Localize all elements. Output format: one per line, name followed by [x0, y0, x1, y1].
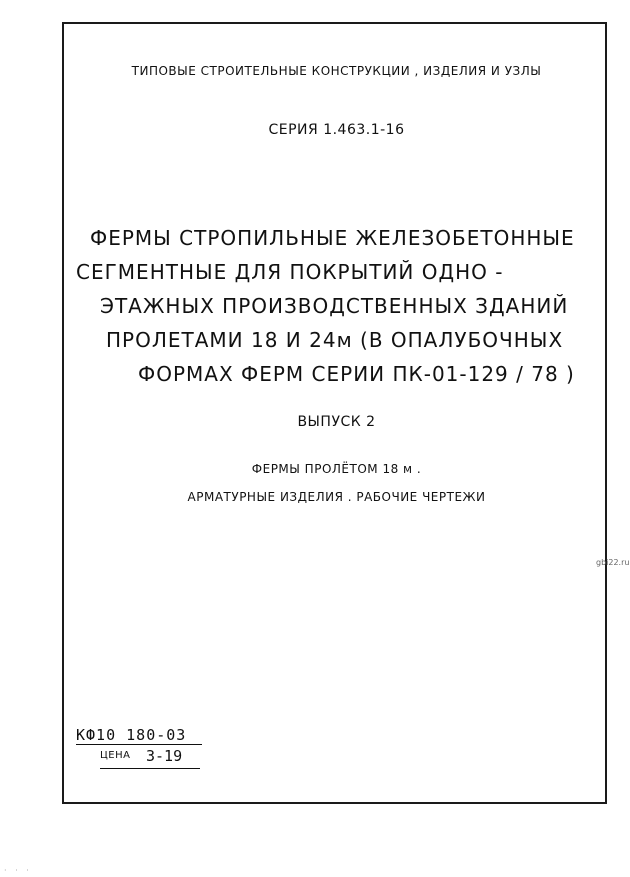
document-code: КФ10 180-03	[76, 726, 187, 744]
code-underline	[76, 744, 202, 745]
document-frame	[62, 22, 607, 804]
title-line-5: ФОРМАХ ФЕРМ СЕРИИ ПК-01-129 / 78 )	[138, 362, 575, 386]
issue-subtitle-2: АРМАТУРНЫЕ ИЗДЕЛИЯ . РАБОЧИЕ ЧЕРТЕЖИ	[187, 490, 486, 504]
watermark: gbi22.ru	[596, 558, 630, 567]
title-line-3: ЭТАЖНЫХ ПРОИЗВОДСТВЕННЫХ ЗДАНИЙ	[100, 294, 569, 318]
issue-label: ВЫПУСК 2	[297, 414, 376, 430]
series-heading: ТИПОВЫЕ СТРОИТЕЛЬНЫЕ КОНСТРУКЦИИ , ИЗДЕЛИЯ И УЗЛЫ	[131, 64, 542, 78]
issue-subtitle-1: ФЕРМЫ ПРОЛЁТОМ 18 м .	[251, 462, 422, 476]
price-underline	[100, 768, 200, 769]
price-value: 3-19	[146, 747, 183, 765]
series-number: СЕРИЯ 1.463.1-16	[268, 122, 405, 138]
price-label: ЦЕНА	[100, 750, 131, 761]
title-line-2: СЕГМЕНТНЫЕ ДЛЯ ПОКРЫТИЙ ОДНО -	[76, 260, 504, 284]
title-line-4: ПРОЛЕТАМИ 18 И 24м (В ОПАЛУБОЧНЫХ	[106, 328, 564, 352]
title-line-1: ФЕРМЫ СТРОПИЛЬНЫЕ ЖЕЛЕЗОБЕТОННЫЕ	[90, 226, 575, 250]
scan-marks: · · ·	[4, 866, 32, 875]
